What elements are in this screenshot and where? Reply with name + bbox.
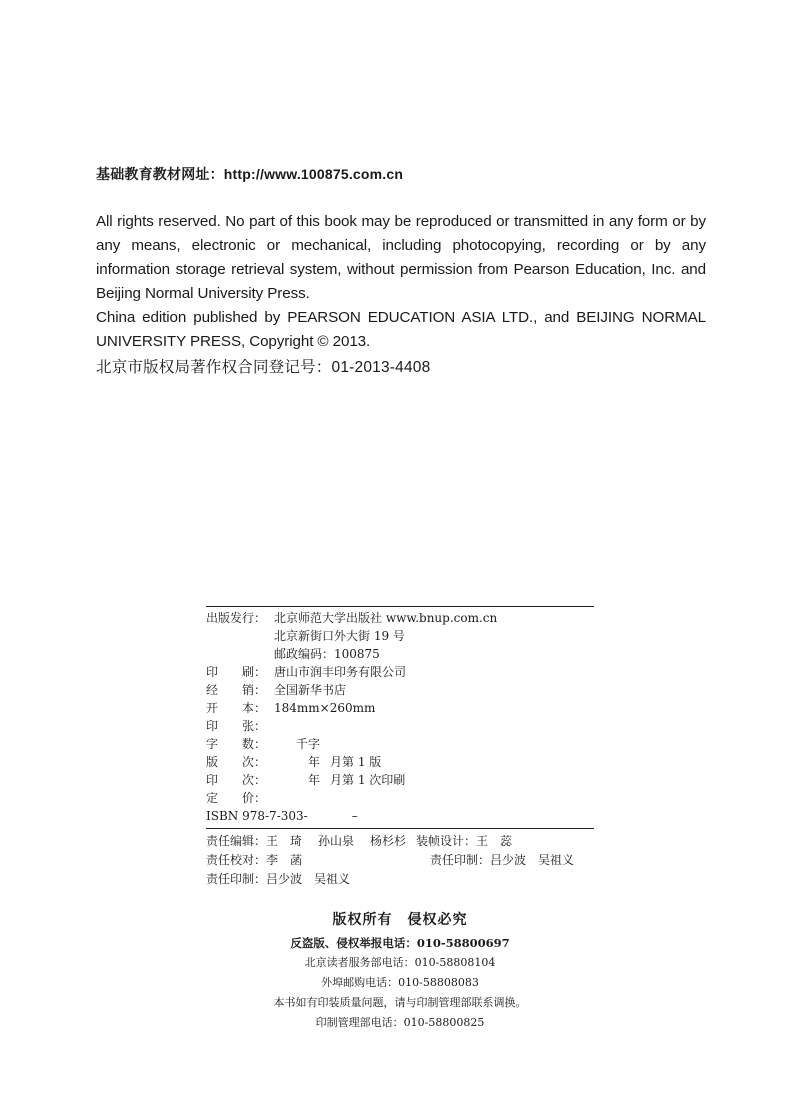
isbn-prefix: ISBN 978-7-303- bbox=[206, 809, 308, 823]
designer-group bbox=[416, 832, 512, 851]
edition-year: 年 bbox=[308, 755, 321, 769]
editor-name: 孙山泉 bbox=[318, 834, 355, 848]
quality-notice: 本书如有印装质量问题，请与印制管理部联系调换。 bbox=[273, 996, 527, 1009]
piracy-hotline: 反盗版、侵权举报电话：010-58800697 bbox=[290, 936, 510, 950]
distributor-value: 全国新华书店 bbox=[274, 683, 347, 697]
proof-label: 责任校对： bbox=[206, 853, 267, 867]
edition-row bbox=[206, 753, 594, 771]
printing-row bbox=[206, 771, 594, 789]
edition-value: 月第 1 版 bbox=[330, 755, 382, 769]
print-control-label: 责任印制： bbox=[206, 872, 267, 886]
editor-row bbox=[206, 832, 594, 851]
editor-name: 王 琦 bbox=[266, 834, 303, 848]
format-value: 184mm×260mm bbox=[274, 701, 376, 715]
publisher-label: 出版发行： bbox=[206, 611, 267, 625]
sheets-row bbox=[206, 717, 594, 735]
price-row bbox=[206, 789, 594, 807]
print-control-row bbox=[206, 870, 594, 889]
words-label: 字 数： bbox=[206, 737, 267, 751]
website-line: 基础教育教材网址：http://www.100875.com.cn bbox=[96, 166, 404, 182]
isbn-dash: – bbox=[351, 809, 358, 823]
printing-label: 印 次： bbox=[206, 773, 267, 787]
reader-service-phone: 北京读者服务部电话：010-58808104 bbox=[304, 956, 496, 969]
address-row: 北京新街口外大街 19 号 bbox=[274, 629, 405, 643]
proofreader-name: 李 菡 bbox=[266, 853, 303, 867]
distributor-row bbox=[206, 681, 594, 699]
distributor-label: 经 销： bbox=[206, 683, 267, 697]
words-value: 千字 bbox=[296, 737, 321, 751]
format-label: 开 本： bbox=[206, 701, 267, 715]
staff-list bbox=[206, 832, 594, 889]
printing-year: 年 bbox=[308, 773, 321, 787]
proof-row bbox=[206, 851, 594, 870]
print-control-names: 吕少波 吴祖义 bbox=[490, 853, 575, 867]
sheets-label: 印 张： bbox=[206, 719, 267, 733]
copyright-paragraph: China edition published by PEARSON EDUCATION ASIA LTD., and BEIJING NORMAL UNIVERSITY PRESS, Copyright © 2013. bbox=[96, 309, 706, 350]
copyright-footer bbox=[0, 907, 800, 1033]
postcode-row: 邮政编码：100875 bbox=[274, 647, 380, 661]
edition-label: 版 次： bbox=[206, 755, 267, 769]
editor-name: 杨杉杉 bbox=[370, 834, 407, 848]
design-label: 装帧设计： bbox=[416, 834, 477, 848]
publisher-row bbox=[206, 609, 594, 627]
rights-paragraph: All rights reserved. No part of this book may be reproduced or transmitted in any form or by any means, electronic or mechanical, including photocopying, recording or by any information storage retrieval system, without permission from Pearson Education, Inc. and Beijing Normal University Press. bbox=[96, 213, 706, 302]
printer-row bbox=[206, 663, 594, 681]
editor-label: 责任编辑： bbox=[206, 834, 267, 848]
print-control-names: 吕少波 吴祖义 bbox=[266, 872, 351, 886]
print-control-group bbox=[430, 851, 574, 870]
price-label: 定 价： bbox=[206, 791, 267, 805]
publication-info bbox=[206, 606, 594, 889]
top-rule bbox=[206, 606, 594, 607]
printing-value: 月第 1 次印刷 bbox=[330, 773, 406, 787]
designer-name: 王 蕊 bbox=[476, 834, 513, 848]
copyright-registration: 北京市版权局著作权合同登记号：01-2013-4408 bbox=[96, 359, 431, 376]
format-row bbox=[206, 699, 594, 717]
footer-title: 版权所有 侵权必究 bbox=[332, 912, 468, 928]
middle-rule bbox=[206, 828, 594, 829]
rights-statement bbox=[96, 210, 706, 354]
printer-label: 印 刷： bbox=[206, 665, 267, 679]
print-control-label: 责任印制： bbox=[430, 853, 491, 867]
mail-order-phone: 外埠邮购电话：010-58808083 bbox=[321, 976, 479, 989]
printer-value: 唐山市润丰印务有限公司 bbox=[274, 665, 407, 679]
words-row bbox=[206, 735, 594, 753]
isbn-row bbox=[206, 807, 594, 825]
print-management-phone: 印制管理部电话：010-58800825 bbox=[315, 1016, 485, 1029]
publisher-value: 北京师范大学出版社 www.bnup.com.cn bbox=[274, 611, 498, 625]
